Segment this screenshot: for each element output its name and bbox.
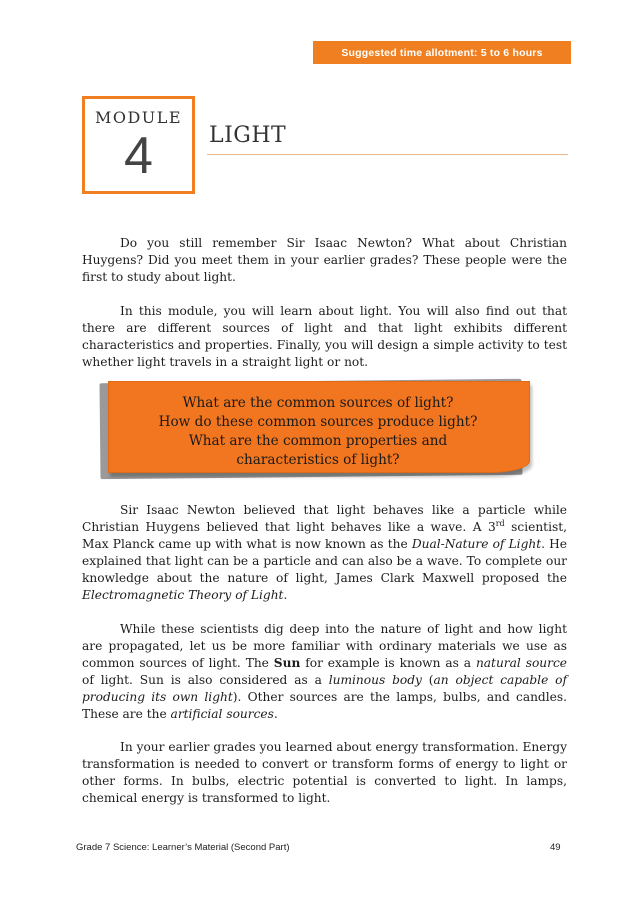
module-number: 4 <box>124 127 153 185</box>
paragraph-sources-of-light <box>82 621 567 723</box>
term-electromagnetic-theory: Electromagnetic Theory of Light <box>82 588 284 602</box>
question-line: What are the common sources of light? <box>182 395 454 411</box>
question-line: What are the common properties and <box>188 433 448 449</box>
text-run: ). Other sources are the lamps, bulbs, and candles. These are the <box>82 690 567 721</box>
text-run: . He explained that light can be a particle and can also be a wave. To complete our knowledge about the nature of light, James Clark Maxwell proposed the <box>82 537 568 585</box>
paragraph-intro-text: Do you still remember Sir Isaac Newton? What about Christian Huygens? Did you meet them in your earlier grades? These people were the first to study about light. <box>82 236 567 284</box>
text-run: for example is known as a <box>300 656 476 670</box>
module-label: MODULE <box>94 108 183 127</box>
text-run: Sir Isaac Newton believed that light behaves like a particle while Christian Huygens believed that light behaves like a wave. A 3 <box>82 503 567 534</box>
time-allotment-banner <box>313 41 571 64</box>
guide-questions-box <box>100 381 526 481</box>
title-underline <box>207 154 568 155</box>
guide-questions <box>108 394 528 470</box>
superscript: rd <box>495 518 505 528</box>
question-line: How do these common sources produce light? <box>158 414 478 430</box>
term-luminous-body: luminous body <box>328 673 422 687</box>
term-artificial-sources: artificial sources <box>170 707 274 721</box>
text-run: . <box>283 588 288 602</box>
module-title: LIGHT <box>209 123 287 148</box>
paragraph-intro <box>82 235 567 286</box>
footer-course-title: Grade 7 Science: Learner’s Material (Second Part) <box>76 842 290 853</box>
text-run: While these scientists dig deep into the nature of light and how light are propagated, let us be more familiar with ordinary materials we use as common sources of light. The <box>82 622 567 670</box>
paragraph-energy-transformation-text: In your earlier grades you learned about energy transformation. Energy transformation is needed to convert or transform forms of energy to light or other forms. In bulbs, electric potential is converted to light. In lamps, chemical energy is transformed to light. <box>82 740 567 805</box>
paragraph-energy-transformation <box>82 739 567 807</box>
term-dual-nature: Dual-Nature of Light <box>411 537 542 551</box>
text-run: of light. Sun is also considered as a <box>82 673 329 687</box>
term-natural-source: natural source <box>475 656 567 670</box>
term-definition: an object capable of producing its own light <box>82 673 567 704</box>
paragraph-nature-of-light <box>82 502 567 604</box>
paragraph-module-overview <box>82 303 567 371</box>
text-run: . <box>273 707 278 721</box>
term-sun: Sun <box>273 656 301 670</box>
module-box <box>82 96 195 194</box>
text-run: ( <box>421 673 434 687</box>
text-run: scientist, Max Planck came up with what is now known as the <box>82 520 567 551</box>
time-allotment-text: Suggested time allotment: 5 to 6 hours <box>341 46 543 59</box>
question-line: characteristics of light? <box>236 452 400 468</box>
paragraph-module-overview-text: In this module, you will learn about light. You will also find out that there are different sources of light and that light exhibits different characteristics and properties. Finally, you will design a simple activity to test whether light travels in a straight light or not. <box>82 304 567 369</box>
page-number: 49 <box>550 842 561 853</box>
